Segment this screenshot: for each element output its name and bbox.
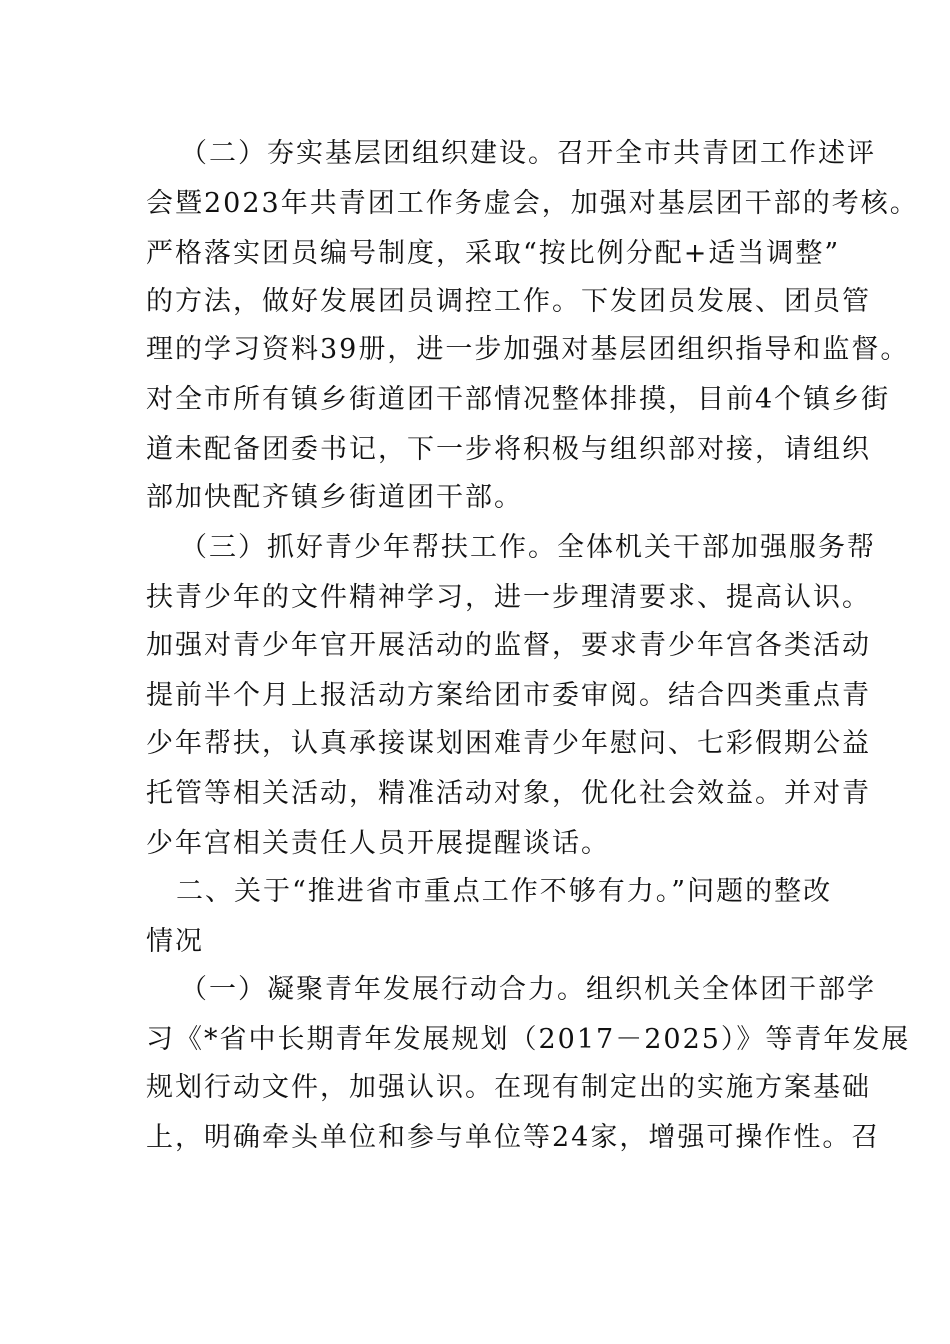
text-line: （三）抓好青少年帮扶工作。全体机关干部加强服务帮 [180,532,876,563]
text-line: 上，明确牵头单位和参与单位等24家，增强可操作性。召 [146,1122,881,1153]
text-line: 加强对青少年官开展活动的监督，要求青少年宫各类活动 [146,630,871,661]
text-line: 部加快配齐镇乡街道团干部。 [146,482,523,513]
text-line: 托管等相关活动，精准活动对象，优化社会效益。并对青 [146,778,871,809]
text-line: 道未配备团委书记，下一步将积极与组织部对接，请组织 [146,434,871,465]
text-line: 少年宫相关责任人员开展提醒谈话。 [146,828,610,859]
text-line: 会暨2023年共青团工作务虚会，加强对基层团干部的考核。 [146,188,919,219]
text-line: 的方法，做好发展团员调控工作。下发团员发展、团员管 [146,286,871,317]
text-line: 规划行动文件，加强认识。在现有制定出的实施方案基础 [146,1072,871,1103]
text-line: （二）夯实基层团组织建设。召开全市共青团工作述评 [180,138,876,169]
text-line: 少年帮扶，认真承接谋划困难青少年慰问、七彩假期公益 [146,728,871,759]
text-line: 提前半个月上报活动方案给团市委审阅。结合四类重点青 [146,680,871,711]
section-heading-continuation: 情况 [146,926,204,957]
text-line: 习《*省中长期青年发展规划（2017－2025）》等青年发展 [146,1024,911,1055]
text-line: 理的学习资料39册，进一步加强对基层团组织指导和监督。 [146,334,910,365]
text-line: （一）凝聚青年发展行动合力。组织机关全体团干部学 [180,974,876,1005]
text-line: 扶青少年的文件精神学习，进一步理清要求、提高认识。 [146,582,871,613]
text-line: 严格落实团员编号制度，采取“按比例分配+适当调整” [146,238,841,269]
section-heading: 二、关于“推进省市重点工作不够有力。”问题的整改 [176,876,833,907]
text-line: 对全市所有镇乡街道团干部情况整体排摸，目前4个镇乡街 [146,384,891,415]
